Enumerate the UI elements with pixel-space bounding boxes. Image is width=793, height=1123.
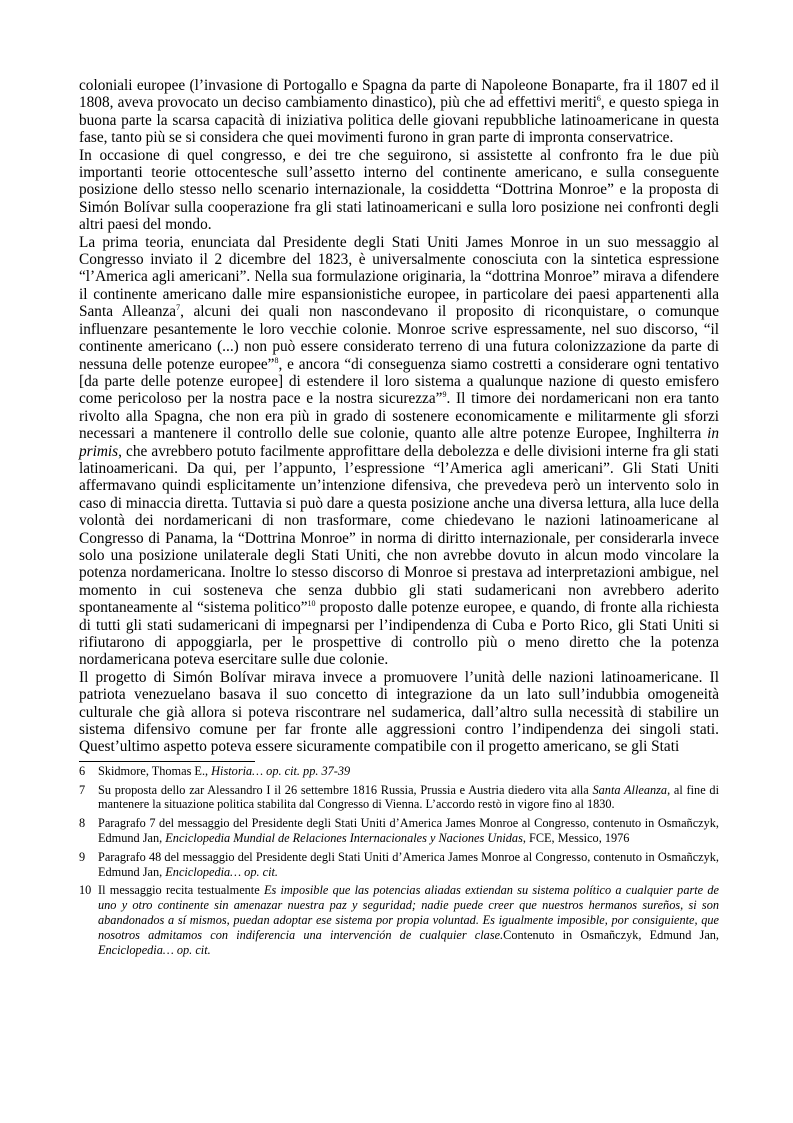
footnote-text	[98, 783, 719, 813]
italic-text: Santa Alleanza	[592, 782, 668, 797]
text-run: proposto dalle potenze europee, e quando, di fronte alla richiesta di tutti gli stati sudamericani di impegnarsi per l’indipendenza di Cuba e Porto Rico, gli Stati Uniti si rifiutarono di appoggiarla, per le prospettive di controllo più o meno diretto che la potenza nordamericana poteva esercitare sulle due colonie.	[79, 599, 719, 669]
footnote-ref: 7	[176, 303, 181, 313]
footnote	[79, 850, 719, 880]
text-run: Contenuto in Osmañczyk, Edmund Jan,	[503, 927, 719, 942]
paragraph	[79, 147, 719, 234]
footnote	[79, 764, 719, 779]
paragraph	[79, 77, 719, 147]
footnote	[79, 783, 719, 813]
footnote-number: 10	[79, 883, 92, 898]
italic-text: in primis	[79, 425, 719, 460]
footnote-ref: 6	[596, 94, 601, 104]
footnote-number: 6	[79, 763, 86, 778]
text-run: , e questo spiega in buona parte la scarsa capacità di iniziativa politica delle giovani repubbliche latinoamericane in questa fase, tanto più se si considera che quei movimenti furono in gran parte di impronta conservatrice.	[79, 94, 719, 147]
italic-text: Es imposible que las potencias aliadas extiendan su sistema político a cualquier parte de uno y otro continente sin amenazar nuestra paz y seguridad; nadie puede creer que nuestros hermanos sureños, si son abandonados a sí mismos, puedan adoptar ese sistema por propia voluntad. Es igualmente imposible, por consiguiente, que nosotros admitamos con indiferencia una intervención de cualquier clase.	[98, 883, 719, 942]
footnote	[79, 883, 719, 957]
text-run: In occasione di quel congresso, e dei tre che seguirono, si assistette al confronto fra le due più importanti teorie ottocentesche sull’assetto interno del continente americano, e sulla conseguente posizione dello stesso nello scenario internazionale, la cosiddetta “Dottrina Monroe” e la proposta di Simón Bolívar sulla cooperazione fra gli stati latinoamericani e sulla loro posizione nei confronti degli altri paesi del mondo.	[79, 146, 719, 234]
text-run: , al fine di mantenere la situazione politica stabilita dal Congresso di Vienna. L’accordo restò in vigore fino al 1830.	[98, 782, 719, 812]
text-run: , e ancora “di conseguenza siamo costretti a considerare ogni tentativo [da parte delle potenze europee] di estendere il loro sistema a qualunque nazione di questo emisfero come pericoloso per la nostra pace e la nostra sicurezza”	[79, 355, 719, 408]
footnote-text	[98, 850, 719, 880]
footnote-text	[98, 816, 719, 846]
text-run: , FCE, Messico, 1976	[522, 831, 630, 846]
footnote-text	[98, 883, 719, 957]
italic-text: Enciclopedia… op. cit.	[165, 864, 278, 879]
footnote-number: 8	[79, 816, 86, 831]
text-run: Paragrafo 7 del messaggio del Presidente degli Stati Uniti d’America James Monroe al Congresso, contenuto in Osmañczyk, Edmund Jan,	[98, 816, 719, 846]
footnote-ref: 8	[274, 355, 279, 365]
body-text	[79, 77, 719, 756]
footnote-ref: 10	[307, 599, 316, 609]
text-run: Paragrafo 48 del messaggio del Presidente degli Stati Uniti d’America James Monroe al Congresso, contenuto in Osmañczyk, Edmund Jan,	[98, 849, 719, 879]
text-run: . Il timore dei nordamericani non era tanto rivolto alla Spagna, che non era più in grado di sostenere economicamente e militarmente gli sforzi necessari a mantenere il controllo delle sue colonie, quanto alle altre potenze Europee, Inghilterra	[79, 390, 719, 443]
text-run: , che avrebbero potuto facilmente approfittare della debolezza e delle divisioni interne fra gli stati latinoamericani. Da qui, per l’appunto, l’espressione “l’America agli americani”. Gli Stati Uniti affermavano quindi esplicitamente un’intenzione difensiva, che prevedeva però un intervento solo in caso di minaccia diretta. Tuttavia si può dare a questa posizione anche una diversa lettura, alla luce della volontà dei nordamericani di non trasformare, come chiedevano le nazioni latinoamericane al Congresso di Panama, la “Dottrina Monroe” in norma di diritto internazionale, per considerarla invece solo una posizione unilaterale degli Stati Uniti, che non avrebbe dovuto in alcun modo vincolare la potenza nordamericana. Inoltre lo stesso discorso di Monroe si prestava ad interpretazioni ambigue, nel momento in cui sosteneva che senza dubbio gli stati sudamericani non avrebbero aderito spontaneamente al “sistema politico”	[79, 442, 719, 617]
footnote-number: 7	[79, 782, 86, 797]
paragraph	[79, 234, 719, 669]
text-run: La prima teoria, enunciata dal Presidente degli Stati Uniti James Monroe in un suo messaggio al Congresso inviato il 2 dicembre del 1823, è universalmente conosciuta con la sintetica espressione “l’America agli americani”. Nella sua formulazione originaria, la “dottrina Monroe” mirava a difendere il continente americano dalle mire espansionistiche europee, in particolare dei paesi appartenenti alla Santa Alleanza	[79, 233, 719, 321]
footnote	[79, 816, 719, 846]
footnote-number: 9	[79, 849, 86, 864]
italic-text: Enciclopedia… op. cit.	[98, 942, 211, 957]
italic-text: Historia… op. cit. pp. 37-39	[211, 763, 351, 778]
text-run: Skidmore, Thomas E.,	[98, 763, 212, 778]
footnote-text	[98, 764, 719, 779]
text-run: , alcuni dei quali non nascondevano il proposito di riconquistare, o comunque influenzare pesantemente le loro vecchie colonie. Monroe scrive espressamente, nel suo discorso, “il continente americano (...) non può essere considerato terreno di una futura colonizzazione da parte di nessuna delle potenze europee”	[79, 303, 719, 373]
document-page	[79, 77, 719, 961]
italic-text: Enciclopedia Mundial de Relaciones Internacionales y Naciones Unidas	[165, 831, 523, 846]
footnotes	[79, 764, 719, 958]
text-run: Su proposta dello zar Alessandro I il 26 settembre 1816 Russia, Prussia e Austria diedero vita alla	[98, 782, 593, 797]
text-run: coloniali europee (l’invasione di Portogallo e Spagna da parte di Napoleone Bonaparte, fra il 1807 ed il 1808, aveva provocato un deciso cambiamento dinastico), più che ad effettivi meriti	[79, 77, 719, 112]
paragraph	[79, 669, 719, 756]
text-run: Il messaggio recita testualmente	[98, 883, 264, 898]
text-run: Il progetto di Simón Bolívar mirava invece a promuovere l’unità delle nazioni latinoamericane. Il patriota venezuelano basava il suo concetto di integrazione da un lato sull’indubbia omogeneità culturale che già allora si poteva riscontrare nel sudamerica, dall’altro sulla necessità di stabilire un sistema difensivo comune per far fronte alle aggressioni contro l’indipendenza dei singoli stati. Quest’ultimo aspetto poteva essere sicuramente compatibile con il progetto americano, se gli Stati	[79, 668, 719, 756]
footnote-ref: 9	[442, 390, 447, 400]
footnote-separator	[79, 761, 255, 762]
